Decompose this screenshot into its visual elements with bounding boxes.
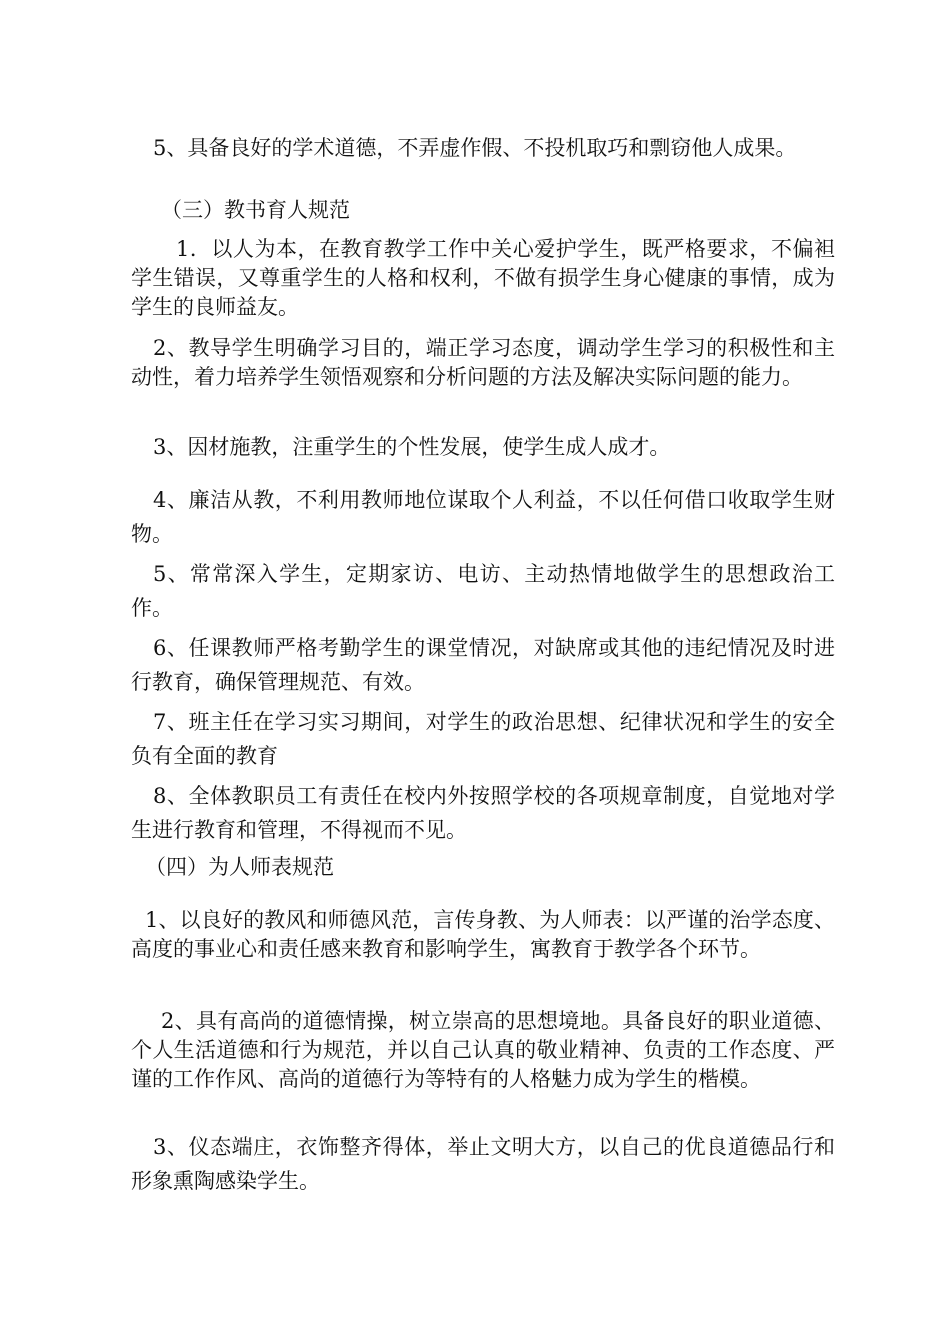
paragraph-role-model-1: 1、以良好的教风和师德风范，言传身教、为人师表：以严谨的治学态度、高度的事业心和责任感来教育和影响学生，寓教育于教学各个环节。 <box>131 908 835 961</box>
section-heading-role-model-norms: （四）为人师表规范 <box>145 855 334 879</box>
paragraph-teaching-7: 7、班主任在学习实习期间，对学生的政治思想、纪律状况和学生的安全负有全面的教育 <box>131 710 835 768</box>
paragraph-teaching-6: 6、任课教师严格考勤学生的课堂情况，对缺席或其他的违纪情况及时进行教育，确保管理规范、有效。 <box>131 636 835 694</box>
paragraph-teaching-1: 1．以人为本，在教育教学工作中关心爱护学生，既严格要求，不偏袒学生错误，又尊重学生的人格和权利，不做有损学生身心健康的事情，成为学生的良师益友。 <box>131 237 835 319</box>
section-heading-teaching-norms: （三）教书育人规范 <box>161 198 350 222</box>
paragraph-teaching-8: 8、全体教职员工有责任在校内外按照学校的各项规章制度，自觉地对学生进行教育和管理，不得视而不见。 <box>131 784 835 842</box>
paragraph-teaching-4: 4、廉洁从教，不利用教师地位谋取个人利益，不以任何借口收取学生财物。 <box>131 488 835 546</box>
paragraph-academic-ethics-5: 5、具备良好的学术道德，不弄虚作假、不投机取巧和剽窃他人成果。 <box>153 136 797 160</box>
paragraph-teaching-5: 5、常常深入学生，定期家访、电访、主动热情地做学生的思想政治工作。 <box>131 562 835 620</box>
paragraph-role-model-2: 2、具有高尚的道德情操，树立崇高的思想境地。具备良好的职业道德、个人生活道德和行为规范，并以自己认真的敬业精神、负责的工作态度、严谨的工作作风、高尚的道德行为等特有的人格魅力成为学生的楷模。 <box>131 1009 835 1091</box>
paragraph-teaching-3: 3、因材施教，注重学生的个性发展，使学生成人成才。 <box>153 435 671 459</box>
paragraph-teaching-2: 2、教导学生明确学习目的，端正学习态度，调动学生学习的积极性和主动性，着力培养学生领悟观察和分析问题的方法及解决实际问题的能力。 <box>131 336 835 389</box>
paragraph-role-model-3: 3、仪态端庄，衣饰整齐得体，举止文明大方，以自己的优良道德品行和形象熏陶感染学生。 <box>131 1135 835 1193</box>
